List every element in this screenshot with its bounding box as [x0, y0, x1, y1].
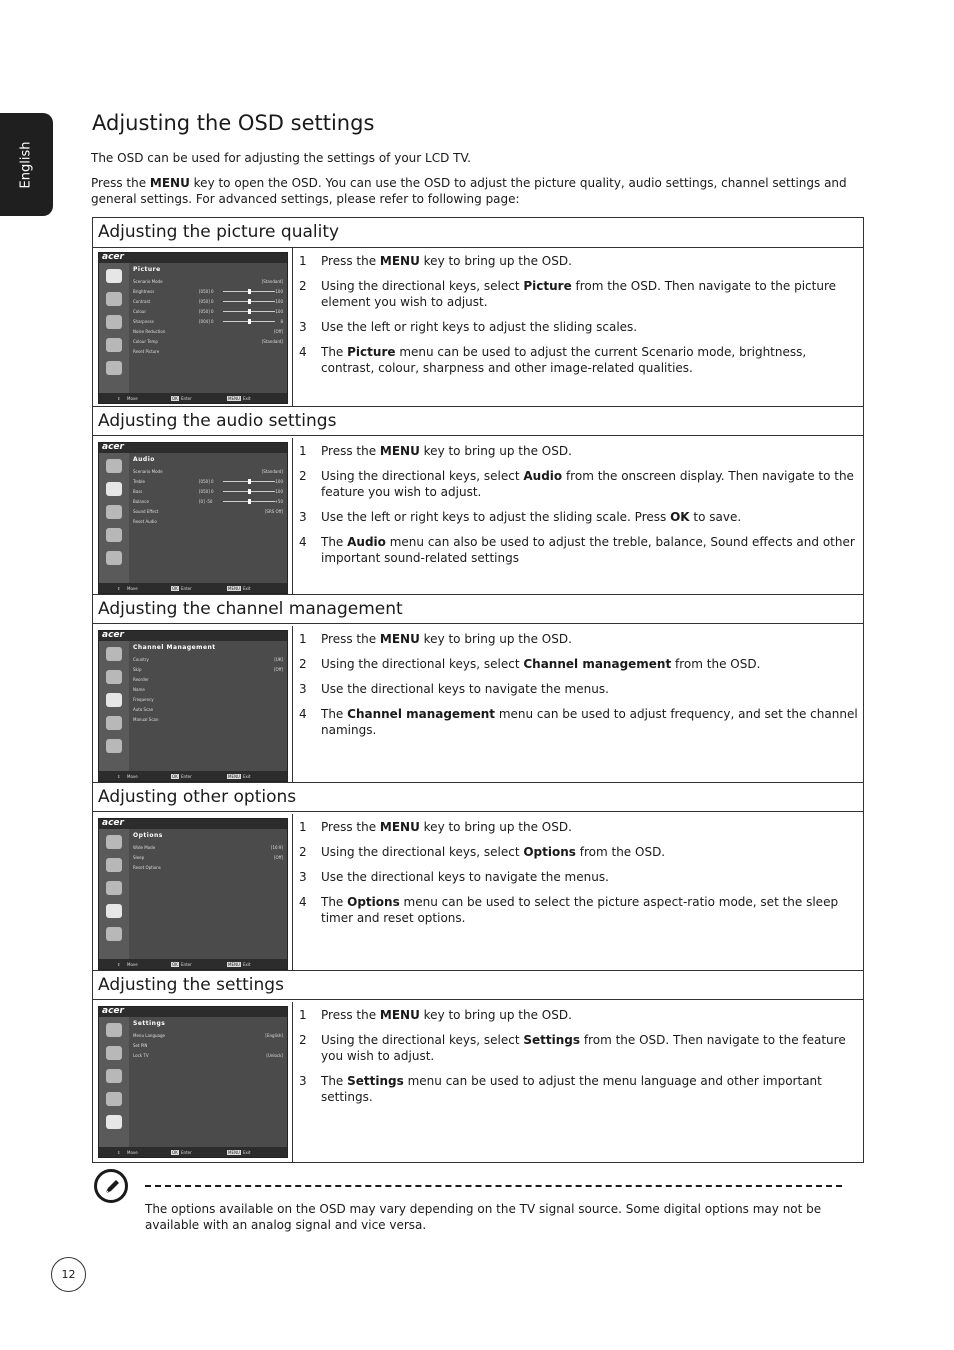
step-text: Press the MENU key to bring up the OSD.: [321, 254, 572, 268]
osd-screenshot: [98, 630, 288, 782]
step-number: 3: [299, 510, 307, 524]
osd-row-value: 100: [275, 479, 283, 484]
osd-ok-key: OK: [172, 396, 178, 401]
step-item: [299, 656, 859, 672]
osd-row-label: Reset Options: [133, 865, 161, 870]
osd-enter-label: Enter: [181, 1150, 192, 1155]
osd-move-label: Move: [127, 962, 138, 967]
osd-row-label: Set PIN: [133, 1043, 148, 1048]
osd-screenshot: [98, 252, 288, 404]
osd-menu-row: [133, 517, 283, 526]
osd-row-value: 100: [275, 299, 283, 304]
section-body: [93, 1002, 863, 1162]
steps-list: [299, 631, 859, 747]
acer-logo: acer: [102, 252, 124, 262]
acer-logo: acer: [102, 1006, 124, 1016]
step-number: 1: [299, 444, 307, 458]
intro-paragraph-1: The OSD can be used for adjusting the settings of your LCD TV.: [91, 151, 471, 165]
osd-menu-key: MENU: [228, 774, 240, 779]
osd-exit-label: Exit: [243, 396, 251, 401]
osd-row-value: [Unlock]: [266, 1053, 283, 1058]
language-tab: [0, 113, 53, 216]
step-text: Use the left or right keys to adjust the sliding scale. Press OK to save.: [321, 510, 742, 524]
osd-menu-row: [133, 487, 283, 496]
step-text: Use the directional keys to navigate the menus.: [321, 870, 609, 884]
osd-menu-row: [133, 307, 283, 316]
osd-menu-icons: [99, 829, 129, 959]
steps-list: [299, 443, 859, 575]
osd-row-value: +50: [274, 499, 283, 504]
section-body: [93, 814, 863, 971]
step-item: [299, 319, 859, 335]
settings-icon: [106, 551, 122, 565]
osd-move-label: Move: [127, 1150, 138, 1155]
section-body: [93, 438, 863, 595]
osd-sections-table: [92, 217, 864, 1163]
step-item: [299, 681, 859, 697]
step-text: Press the MENU key to bring up the OSD.: [321, 632, 572, 646]
osd-menu-panel: [129, 641, 287, 771]
osd-menu-row: [133, 477, 283, 486]
osd-row-label: Lock TV: [133, 1053, 149, 1058]
acer-logo: acer: [102, 630, 124, 640]
step-item: [299, 344, 859, 376]
osd-ok-key: OK: [172, 586, 178, 591]
settings-icon: [106, 927, 122, 941]
step-text: The Settings menu can be used to adjust the menu language and other important settings.: [321, 1074, 822, 1104]
osd-menu-row: [133, 715, 283, 724]
osd-top-bar: [99, 443, 287, 453]
osd-move-icon: ⇕: [117, 586, 121, 591]
step-item: [299, 894, 859, 926]
osd-screenshot: [98, 818, 288, 970]
section-heading-text: Adjusting the audio settings: [98, 411, 337, 431]
osd-menu-row: [133, 655, 283, 664]
osd-slider-knob: [248, 289, 251, 294]
section-heading: [93, 594, 863, 624]
audio-icon: [106, 670, 122, 684]
step-item: [299, 1073, 859, 1105]
osd-row-value: [Off]: [273, 855, 283, 860]
osd-menu-key: MENU: [228, 396, 240, 401]
osd-menu-title: Settings: [133, 1020, 166, 1027]
osd-row-current: [0] -50: [199, 499, 213, 504]
step-number: 3: [299, 870, 307, 884]
osd-menu-panel: [129, 453, 287, 583]
section-heading-text: Adjusting other options: [98, 787, 297, 807]
picture-icon: [106, 647, 122, 661]
osd-menu-title: Options: [133, 832, 163, 839]
osd-slider-knob: [248, 479, 251, 484]
section-heading: [93, 782, 863, 812]
osd-bottom-bar: [99, 583, 287, 593]
osd-menu-key: MENU: [228, 962, 240, 967]
column-divider: [292, 626, 293, 783]
osd-top-bar: [99, 1007, 287, 1017]
step-item: [299, 534, 859, 566]
osd-row-value: [Standard]: [261, 469, 283, 474]
section-body: [93, 626, 863, 783]
osd-menu-row: [133, 705, 283, 714]
audio-icon: [106, 292, 122, 306]
step-text: The Options menu can be used to select the picture aspect-ratio mode, set the sleep timer and reset options.: [321, 895, 839, 925]
step-text: Press the MENU key to bring up the OSD.: [321, 820, 572, 834]
section-heading: [93, 970, 863, 1000]
step-item: [299, 819, 859, 835]
step-text: Using the directional keys, select Options from the OSD.: [321, 845, 666, 859]
osd-bottom-bar: [99, 771, 287, 781]
step-number: 2: [299, 845, 307, 859]
osd-menu-icons: [99, 263, 129, 393]
step-number: 4: [299, 895, 307, 909]
osd-slider-knob: [248, 309, 251, 314]
osd-row-label: Wide Mode: [133, 845, 156, 850]
settings-icon: [106, 1115, 122, 1129]
osd-menu-panel: [129, 263, 287, 393]
section-heading: [93, 218, 863, 248]
osd-move-label: Move: [127, 396, 138, 401]
osd-move-icon: ⇕: [117, 962, 121, 967]
osd-row-label: Bass: [133, 489, 143, 494]
osd-menu-key: MENU: [228, 586, 240, 591]
osd-bottom-bar: [99, 393, 287, 403]
osd-row-current: [050] 0: [199, 489, 214, 494]
options-icon: [106, 1092, 122, 1106]
osd-row-current: [050] 0: [199, 299, 214, 304]
osd-menu-icons: [99, 453, 129, 583]
osd-menu-row: [133, 507, 283, 516]
step-item: [299, 278, 859, 310]
osd-move-label: Move: [127, 586, 138, 591]
options-icon: [106, 338, 122, 352]
osd-top-bar: [99, 631, 287, 641]
step-item: [299, 468, 859, 500]
column-divider: [292, 248, 293, 407]
step-item: [299, 253, 859, 269]
osd-menu-row: [133, 467, 283, 476]
note-divider: [145, 1185, 842, 1187]
osd-row-label: Colour Temp: [133, 339, 158, 344]
audio-icon: [106, 482, 122, 496]
audio-icon: [106, 858, 122, 872]
osd-exit-label: Exit: [243, 586, 251, 591]
osd-ok-key: OK: [172, 774, 178, 779]
osd-exit-label: Exit: [243, 774, 251, 779]
osd-move-icon: ⇕: [117, 774, 121, 779]
steps-list: [299, 819, 859, 935]
osd-row-value: 8: [280, 319, 283, 324]
osd-menu-row: [133, 277, 283, 286]
step-number: 3: [299, 320, 307, 334]
section-heading-text: Adjusting the channel management: [98, 599, 403, 619]
step-item: [299, 1007, 859, 1023]
section-body: [93, 248, 863, 407]
section-heading: [93, 406, 863, 436]
osd-row-label: Brightness: [133, 289, 155, 294]
osd-menu-icons: [99, 1017, 129, 1147]
osd-exit-label: Exit: [243, 1150, 251, 1155]
osd-row-label: Manual Scan: [133, 717, 159, 722]
osd-bottom-bar: [99, 1147, 287, 1157]
osd-row-label: Menu Language: [133, 1033, 165, 1038]
step-text: The Audio menu can also be used to adjust the treble, balance, Sound effects and other important sound-related settings: [321, 535, 855, 565]
osd-row-value: 100: [275, 309, 283, 314]
language-tab-label: English: [18, 141, 34, 188]
osd-row-label: Sleep: [133, 855, 145, 860]
osd-menu-row: [133, 853, 283, 862]
osd-row-label: Sound Effect: [133, 509, 159, 514]
acer-logo: acer: [102, 818, 124, 828]
osd-menu-row: [133, 497, 283, 506]
step-text: Using the directional keys, select Picture from the OSD. Then navigate to the picture element you wish to adjust.: [321, 279, 836, 309]
osd-row-value: [SRS Off]: [264, 509, 283, 514]
step-text: The Picture menu can be used to adjust the current Scenario mode, brightness, contrast, colour, sharpness and other image-related qualities.: [321, 345, 807, 375]
osd-enter-label: Enter: [181, 774, 192, 779]
osd-menu-row: [133, 327, 283, 336]
step-text: Use the directional keys to navigate the menus.: [321, 682, 609, 696]
channel-icon: [106, 881, 122, 895]
step-text: Using the directional keys, select Settings from the OSD. Then navigate to the feature you wish to adjust.: [321, 1033, 846, 1063]
osd-menu-row: [133, 1031, 283, 1040]
step-text: Use the left or right keys to adjust the sliding scales.: [321, 320, 638, 334]
step-number: 4: [299, 707, 307, 721]
picture-icon: [106, 1023, 122, 1037]
osd-row-label: Reorder: [133, 677, 149, 682]
note-text: The options available on the OSD may vary depending on the TV signal source. Some digital options may not be available with an analog signal and vice versa.: [145, 1202, 822, 1232]
osd-row-label: Sharpness: [133, 319, 154, 324]
osd-row-value: 100: [275, 489, 283, 494]
picture-icon: [106, 459, 122, 473]
step-number: 2: [299, 657, 307, 671]
osd-row-label: Auto Scan: [133, 707, 154, 712]
osd-row-label: Scenario Mode: [133, 469, 163, 474]
osd-menu-key: MENU: [228, 1150, 240, 1155]
osd-row-value: [Standard]: [261, 279, 283, 284]
osd-row-label: Skip: [133, 667, 142, 672]
osd-menu-panel: [129, 829, 287, 959]
osd-row-label: Frequency: [133, 697, 154, 702]
osd-enter-label: Enter: [181, 586, 192, 591]
osd-enter-label: Enter: [181, 962, 192, 967]
osd-screenshot: [98, 1006, 288, 1158]
osd-menu-row: [133, 675, 283, 684]
osd-move-icon: ⇕: [117, 396, 121, 401]
step-number: 1: [299, 820, 307, 834]
osd-menu-row: [133, 297, 283, 306]
section-heading-text: Adjusting the picture quality: [98, 222, 340, 242]
step-text: Using the directional keys, select Audio from the onscreen display. Then navigate to the feature you wish to adjust.: [321, 469, 854, 499]
osd-row-label: Reset Audio: [133, 519, 157, 524]
step-text: Using the directional keys, select Channel management from the OSD.: [321, 657, 761, 671]
step-text: The Channel management menu can be used to adjust frequency, and set the channel namings.: [321, 707, 858, 737]
osd-slider-knob: [248, 299, 251, 304]
osd-top-bar: [99, 253, 287, 263]
options-icon: [106, 904, 122, 918]
step-number: 2: [299, 469, 307, 483]
step-number: 3: [299, 682, 307, 696]
osd-screenshot: [98, 442, 288, 594]
step-item: [299, 869, 859, 885]
channel-icon: [106, 315, 122, 329]
steps-list: [299, 253, 859, 385]
settings-icon: [106, 361, 122, 375]
step-number: 1: [299, 254, 307, 268]
osd-row-current: [050] 0: [199, 479, 214, 484]
osd-ok-key: OK: [172, 1150, 178, 1155]
osd-row-label: Scenario Mode: [133, 279, 163, 284]
options-icon: [106, 716, 122, 730]
osd-menu-title: Channel Management: [133, 644, 216, 651]
osd-ok-key: OK: [172, 962, 178, 967]
osd-row-value: 100: [275, 289, 283, 294]
audio-icon: [106, 1046, 122, 1060]
osd-menu-row: [133, 287, 283, 296]
osd-row-value: [Off]: [273, 329, 283, 334]
osd-menu-icons: [99, 641, 129, 771]
osd-bottom-bar: [99, 959, 287, 969]
osd-row-value: [16:9]: [270, 845, 283, 850]
osd-menu-row: [133, 317, 283, 326]
osd-menu-row: [133, 685, 283, 694]
osd-row-label: Treble: [133, 479, 145, 484]
channel-icon: [106, 693, 122, 707]
osd-enter-label: Enter: [181, 396, 192, 401]
osd-row-value: [Standard]: [261, 339, 283, 344]
osd-menu-row: [133, 337, 283, 346]
step-number: 2: [299, 1033, 307, 1047]
column-divider: [292, 438, 293, 595]
options-icon: [106, 528, 122, 542]
step-item: [299, 509, 859, 525]
osd-row-value: [Off]: [273, 667, 283, 672]
step-item: [299, 443, 859, 459]
page-title: Adjusting the OSD settings: [92, 111, 375, 135]
osd-menu-row: [133, 665, 283, 674]
acer-logo: acer: [102, 442, 124, 452]
osd-slider-knob: [248, 319, 251, 324]
osd-exit-label: Exit: [243, 962, 251, 967]
osd-top-bar: [99, 819, 287, 829]
osd-slider-knob: [248, 489, 251, 494]
osd-row-current: [050] 0: [199, 289, 214, 294]
step-number: 4: [299, 535, 307, 549]
step-number: 3: [299, 1074, 307, 1088]
osd-row-label: Name: [133, 687, 145, 692]
page-number: 12: [51, 1257, 86, 1292]
osd-menu-row: [133, 1051, 283, 1060]
steps-list: [299, 1007, 859, 1114]
osd-row-label: Balance: [133, 499, 149, 504]
osd-row-label: Country: [133, 657, 149, 662]
picture-icon: [106, 835, 122, 849]
osd-menu-row: [133, 1041, 283, 1050]
channel-icon: [106, 1069, 122, 1083]
osd-row-label: Contrast: [133, 299, 151, 304]
osd-row-label: Reset Picture: [133, 349, 160, 354]
step-text: Press the MENU key to bring up the OSD.: [321, 444, 572, 458]
osd-move-label: Move: [127, 774, 138, 779]
step-number: 2: [299, 279, 307, 293]
osd-row-current: [004] 0: [199, 319, 214, 324]
osd-menu-title: Picture: [133, 266, 161, 273]
osd-row-current: [050] 0: [199, 309, 214, 314]
osd-row-label: Colour: [133, 309, 146, 314]
osd-menu-panel: [129, 1017, 287, 1147]
step-item: [299, 844, 859, 860]
osd-row-label: Noise Reduction: [133, 329, 166, 334]
settings-icon: [106, 739, 122, 753]
osd-menu-row: [133, 695, 283, 704]
step-number: 1: [299, 632, 307, 646]
column-divider: [292, 814, 293, 971]
osd-menu-row: [133, 843, 283, 852]
picture-icon: [106, 269, 122, 283]
step-number: 1: [299, 1008, 307, 1022]
step-item: [299, 1032, 859, 1064]
osd-menu-row: [133, 863, 283, 872]
intro-paragraph-2: Press the MENU key to open the OSD. You can use the OSD to adjust the picture quality, audio settings, channel settings and general settings. For advanced settings, please refer to following page:: [91, 176, 847, 206]
channel-icon: [106, 505, 122, 519]
step-item: [299, 706, 859, 738]
step-number: 4: [299, 345, 307, 359]
column-divider: [292, 1002, 293, 1162]
osd-row-value: [UK]: [274, 657, 283, 662]
step-item: [299, 631, 859, 647]
osd-menu-row: [133, 347, 283, 356]
section-heading-text: Adjusting the settings: [98, 975, 284, 995]
step-text: Press the MENU key to bring up the OSD.: [321, 1008, 572, 1022]
osd-row-value: [English]: [265, 1033, 283, 1038]
note-pen-icon: [94, 1169, 128, 1203]
osd-move-icon: ⇕: [117, 1150, 121, 1155]
osd-menu-title: Audio: [133, 456, 155, 463]
osd-slider-knob: [248, 499, 251, 504]
